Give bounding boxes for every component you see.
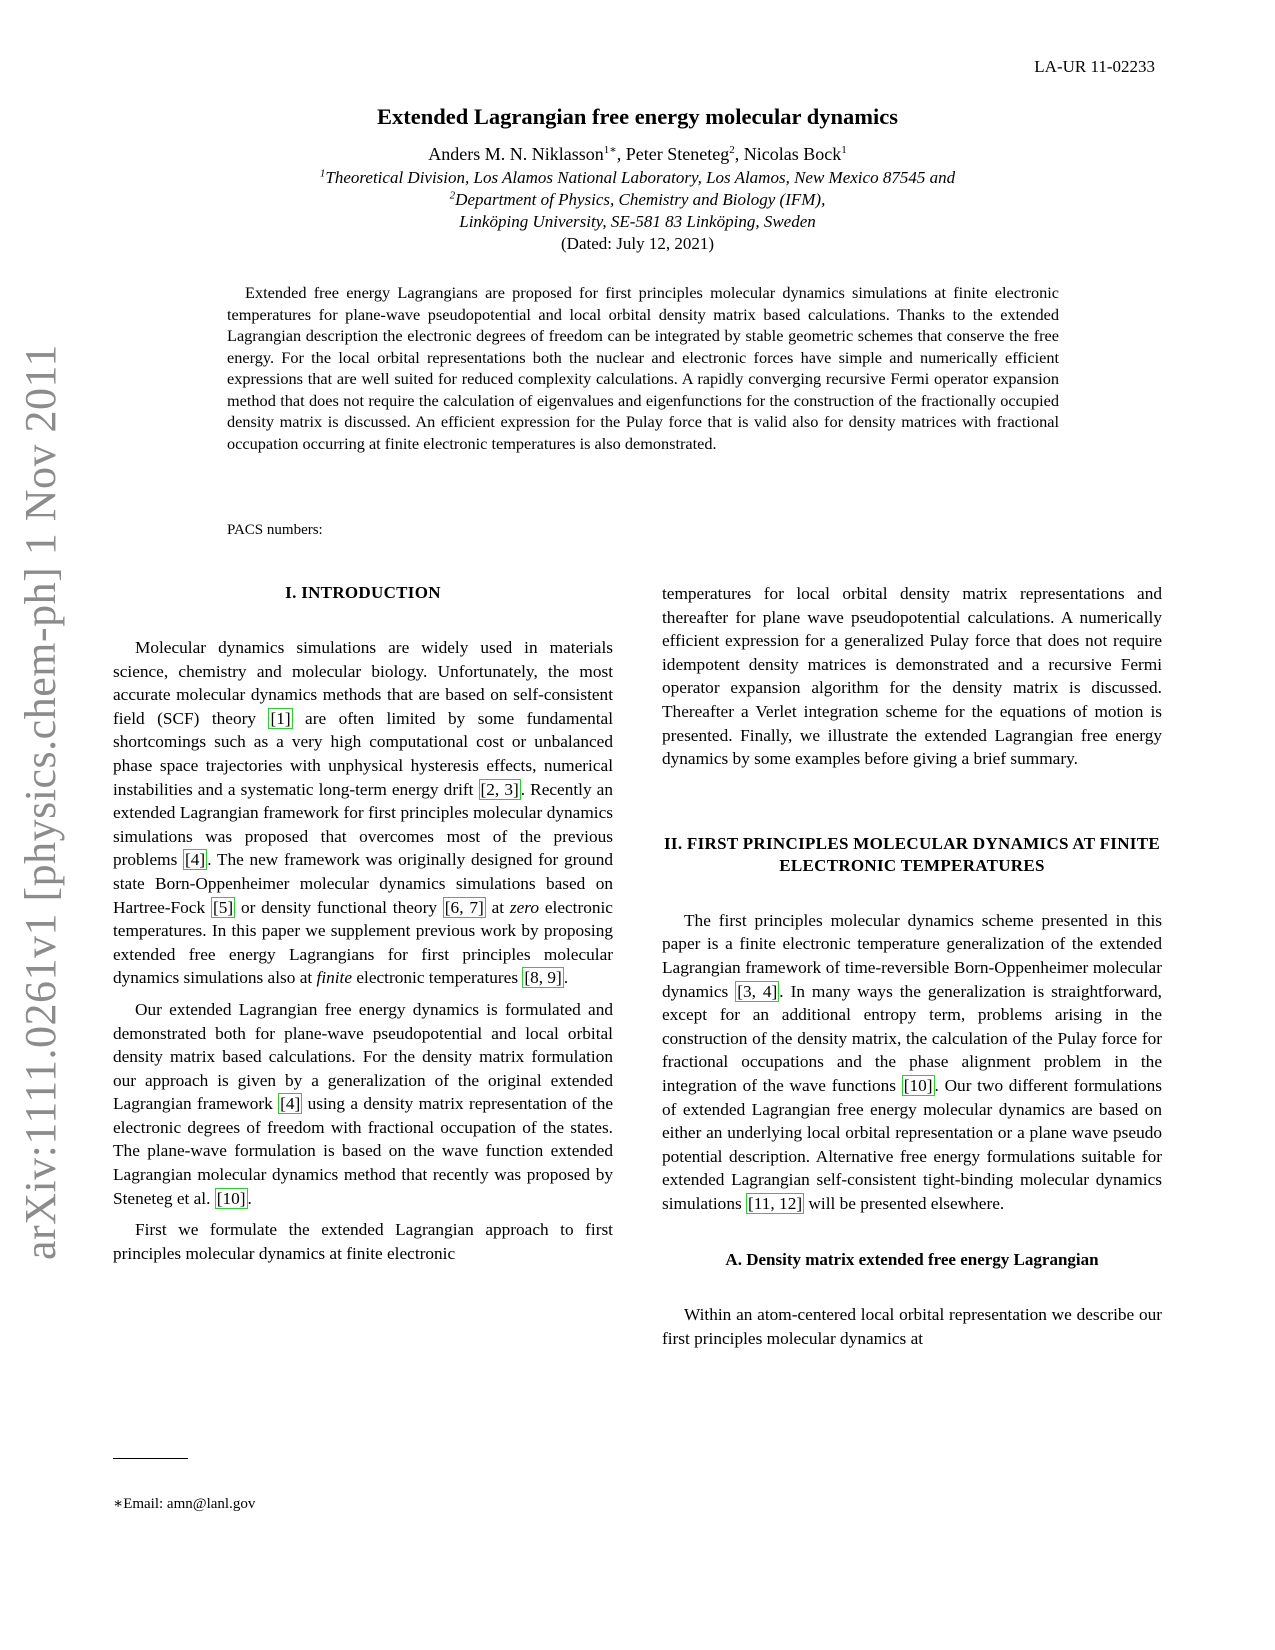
subsection-heading-a: A. Density matrix extended free energy Lagrangian: [725, 1250, 1099, 1270]
dated-line: (Dated: July 12, 2021): [561, 234, 714, 253]
report-number: LA-UR 11-02233: [1034, 57, 1155, 76]
citation-link[interactable]: [1]: [270, 708, 291, 728]
affil-mark: 1: [319, 167, 326, 180]
title-block: [0, 104, 1275, 255]
section-heading-2: II. FIRST PRINCIPLES MOLECULAR DYNAMICS AT FINITE ELECTRONIC TEMPERATURES: [664, 833, 1160, 875]
citation-link[interactable]: [10]: [216, 1188, 246, 1208]
abstract: Extended free energy Lagrangians are proposed for first principles molecular dynamics simulations at finite electronic temperatures for plane-wave pseudopotential and local orbital density matrix based calculations. Thanks to the extended Lagrangian description the electronic degrees of freedom can be integrated by stable geometric schemes that conserve the free energy. For the local orbital representations both the nuclear and electronic forces have simple and numerically efficient expressions that are well suited for reduced complexity calculations. A rapidly converging recursive Fermi operator expansion method that does not require the calculation of eigenvalues and eigenfunctions for the construction of the fractionally occupied density matrix is discussed. An efficient expression for the Pulay force that is valid also for density matrices with fractional occupation occurring at finite electronic temperatures is also demonstrated.: [227, 283, 1059, 453]
affiliation-text: Department of Physics, Chemistry and Biology (IFM),: [455, 190, 826, 209]
author-list: Anders M. N. Niklasson$^{1∗}$, Peter Steneteg$^2$, Nicolas Bock$^1$: [428, 144, 847, 164]
author-name: Peter Steneteg: [625, 144, 730, 164]
citation-link[interactable]: [4]: [185, 850, 206, 870]
affiliation: [0, 211, 1275, 233]
author-name: Nicolas Bock: [743, 144, 842, 164]
author-name: Anders M. N. Niklasson: [428, 144, 604, 164]
affiliation: [0, 167, 1275, 189]
author-affil-mark: 2: [729, 144, 735, 156]
right-column: [662, 582, 1162, 1359]
paragraph: temperatures for local orbital density matrix representations and thereafter for plane wave pseudopotential calculations. A numerically efficient expression for a generalized Pulay force that does not require idempotent density matrices is demonstrated and a recursive Fermi operator expansion algorithm for the density matrix is discussed. Thereafter a Verlet integration scheme for the equations of motion is presented. Finally, we illustrate the extended Lagrangian free energy dynamics by some examples before giving a brief summary.: [662, 584, 1162, 769]
citation-link[interactable]: [5]: [212, 897, 234, 917]
citation-link[interactable]: [10]: [903, 1075, 933, 1095]
paragraph: Molecular dynamics simulations are widely used in materials science, chemistry and molecular biology. Unfortunately, the most accurate molecular dynamics methods that are based on self-consistent field (SCF) theory [1] are often limited by some fundamental shortcomings such as a very high computational cost or unbalanced phase space trajectories with unphysical hysteresis effects, numerical instabilities and a systematic long-term energy drift [2, 3] . Recently an extended Lagrangian framework for first principles molecular dynamics simulations was proposed that overcomes most of the previous problems [4] . The new framework was originally designed for ground state Born-Oppenheimer molecular dynamics simulations based on Hartree-Fock [5] or density functional theory [6, 7] at zero electronic temperatures. In this paper we supplement previous work by proposing extended free energy Lagrangians for first principles molecular dynamics simulations also at finite electronic temperatures [8, 9] .: [113, 638, 613, 988]
paper-title: Extended Lagrangian free energy molecular dynamics: [376, 104, 898, 129]
author-affil-mark: 1∗: [603, 144, 617, 156]
affiliation-text: Theoretical Division, Los Alamos National Laboratory, Los Alamos, New Mexico 87545 and: [325, 168, 956, 187]
affiliation-text: Linköping University, SE-581 83 Linköping, Sweden: [459, 212, 816, 231]
arxiv-stamp: arXiv:1111.0261v1 [physics.chem-ph] 1 Nov 2011: [16, 344, 65, 1260]
citation-link[interactable]: [11, 12]: [748, 1193, 803, 1213]
citation-link[interactable]: [4]: [280, 1094, 301, 1114]
paragraph: Within an atom-centered local orbital representation we describe our first principles molecular dynamics at: [662, 1305, 1162, 1349]
citation-link[interactable]: [6, 7]: [444, 897, 484, 917]
pacs-numbers: PACS numbers:: [227, 522, 323, 538]
footnote-email: ∗Email: amn@lanl.gov: [113, 1496, 256, 1512]
footnote-rule: [113, 1458, 188, 1459]
citation-link[interactable]: [2, 3]: [480, 779, 519, 799]
affiliation: [0, 189, 1275, 211]
paragraph: The first principles molecular dynamics scheme presented in this paper is a finite electronic temperature generalization of the extended Lagrangian framework of time-reversible Born-Oppenheimer molecular dynamics [3, 4] . In many ways the generalization is straightforward, except for an additional entropy term, problems arising in the construction of the density matrix, the calculation of the Pulay force for fractional occupations and the phase alignment problem in the integration of the wave functions [10] . Our two different formulations of extended Lagrangian free energy molecular dynamics are based on either an underlying local orbital representation or a plane wave pseudo potential description. Alternative free energy formulations suitable for extended Lagrangian self-consistent tight-binding molecular dynamics simulations [11, 12] will be presented elsewhere.: [662, 910, 1163, 1213]
paragraph: Our extended Lagrangian free energy dynamics is formulated and demonstrated both for plane-wave pseudopotential and local orbital density matrix based calculations. For the density matrix formulation our approach is given by a generalization of the original extended Lagrangian framework [4] using a density matrix representation of the electronic degrees of freedom with fractional occupation of the states. The plane-wave formulation is based on the wave function extended Lagrangian molecular dynamics method that recently was proposed by Steneteg et al. [10] .: [113, 999, 614, 1208]
citation-link[interactable]: [3, 4]: [737, 981, 778, 1001]
author-affil-mark: 1: [841, 144, 847, 156]
section-heading-introduction: I. INTRODUCTION: [285, 583, 441, 602]
affil-mark: 2: [449, 189, 456, 202]
paragraph: First we formulate the extended Lagrangian approach to first principles molecular dynamics at finite electronic: [113, 1220, 613, 1263]
left-column: [113, 582, 613, 1273]
citation-link[interactable]: [8, 9]: [524, 968, 562, 988]
